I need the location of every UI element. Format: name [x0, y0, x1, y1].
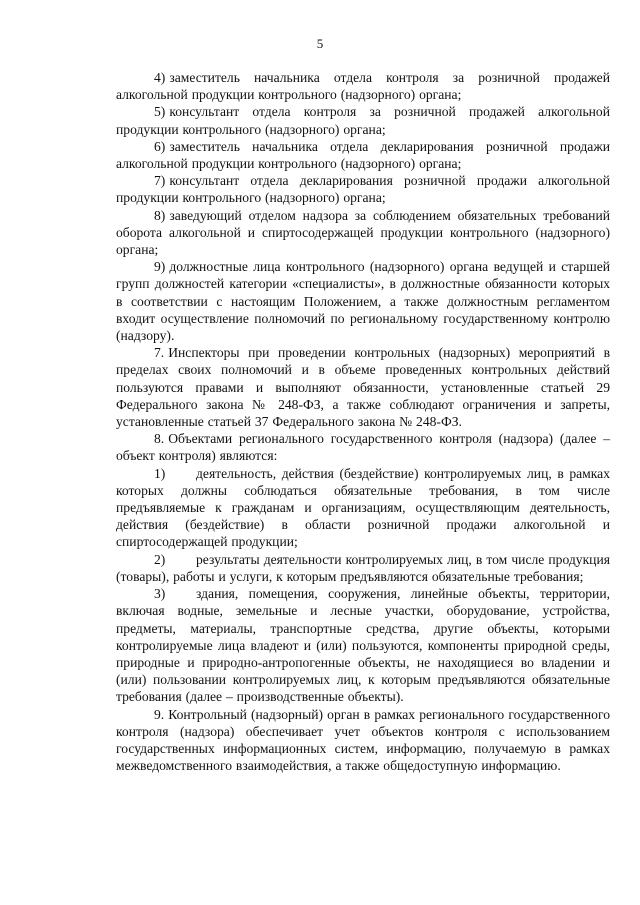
- item-number: 6): [154, 138, 166, 154]
- list-item: [116, 69, 610, 103]
- document-body: [116, 69, 610, 774]
- section-text: Инспекторы при проведении контрольных (надзорных) мероприятий в пределах своих полномочий и в объеме проведенных контрольных действий пользуются правами и выполняют обязанности, установленные статьей 29 Федерального закона № 248-ФЗ, а также соблюдают ограничения и запреты, установленные статьей 37 Федерального закона № 248-ФЗ.: [116, 345, 610, 430]
- page-number: 5: [316, 36, 324, 51]
- item-number: 3): [154, 586, 166, 602]
- list-item: [116, 172, 610, 206]
- item-number: 9): [154, 259, 166, 275]
- list-item: [116, 138, 610, 172]
- item-text: консультант отдела декларирования розничной продажи алкогольной продукции контрольного (надзорного) органа;: [116, 173, 610, 206]
- item-number: 7): [154, 173, 166, 189]
- item-text: заместитель начальника отдела декларирования розничной продажи алкогольной продукции контрольного (надзорного) органа;: [116, 138, 610, 172]
- item-number: 4): [154, 70, 166, 85]
- item-number: 1): [154, 465, 166, 481]
- item-text: здания, помещения, сооружения, линейные объекты, территории, включая водные, земельные и лесные участки, оборудование, устройства, предметы, материалы, транспортные средства, другие объекты, которыми контролируемые лица владеют и (или) пользуются, компоненты природной среды, природные и природно-антропогенные объекты, не находящиеся во владении и (или) пользовании контролируемых лиц, к которым предъявляются обязательные требования (далее – производственные объекты).: [116, 586, 610, 705]
- item-text: деятельность, действия (бездействие) контролируемых лиц, в рамках которых должны соблюдаться обязательные требования, в том числе предъявляемые к гражданам и организациям, осуществляющим деятельность, действия (бездействие) в области розничной продажи алкогольной и спиртосодержащей продукции;: [116, 465, 610, 550]
- section-text: Контрольный (надзорный) орган в рамках регионального государственного контроля (надзора) обеспечивает учет объектов контроля с использованием государственных информационных систем, информацию, получаемую в рамках межведомственного взаимодействия, а также общедоступную информацию.: [116, 706, 610, 774]
- item-text: заместитель начальника отдела контроля за розничной продажей алкогольной продукции контрольного (надзорного) органа;: [116, 70, 610, 103]
- item-text: результаты деятельности контролируемых лиц, в том числе продукция (товары), работы и услуги, к которым предъявляются обязательные требования;: [116, 551, 610, 584]
- list-item: [116, 103, 610, 137]
- list-item: [116, 551, 610, 585]
- section-number: 9.: [154, 706, 165, 722]
- list-item: [116, 258, 610, 344]
- section-number: 8.: [154, 431, 165, 447]
- section-number: 7.: [154, 345, 165, 361]
- section-paragraph: [116, 344, 610, 430]
- item-text: должностные лица контрольного (надзорного) органа ведущей и старшей групп должностей категории «специалисты», в должностные обязанности которых в соответствии с настоящим Положением, а также должностным регламентом входит осуществление полномочий по региональному государственному контролю (надзору).: [116, 259, 610, 344]
- section-paragraph: [116, 706, 610, 775]
- section-text: Объектами регионального государственного контроля (надзора) (далее – объект контроля) являются:: [116, 431, 610, 464]
- item-number: 8): [154, 207, 166, 223]
- item-number: 5): [154, 104, 166, 120]
- item-number: 2): [154, 551, 166, 567]
- list-item: [116, 585, 610, 705]
- list-item: [116, 207, 610, 259]
- section-paragraph: [116, 430, 610, 464]
- list-item: [116, 465, 610, 551]
- item-text: консультант отдела контроля за розничной продажей алкогольной продукции контрольного (надзорного) органа;: [116, 104, 610, 137]
- item-text: заведующий отделом надзора за соблюдением обязательных требований оборота алкогольной и спиртосодержащей продукции контрольного (надзорного) органа;: [116, 207, 610, 258]
